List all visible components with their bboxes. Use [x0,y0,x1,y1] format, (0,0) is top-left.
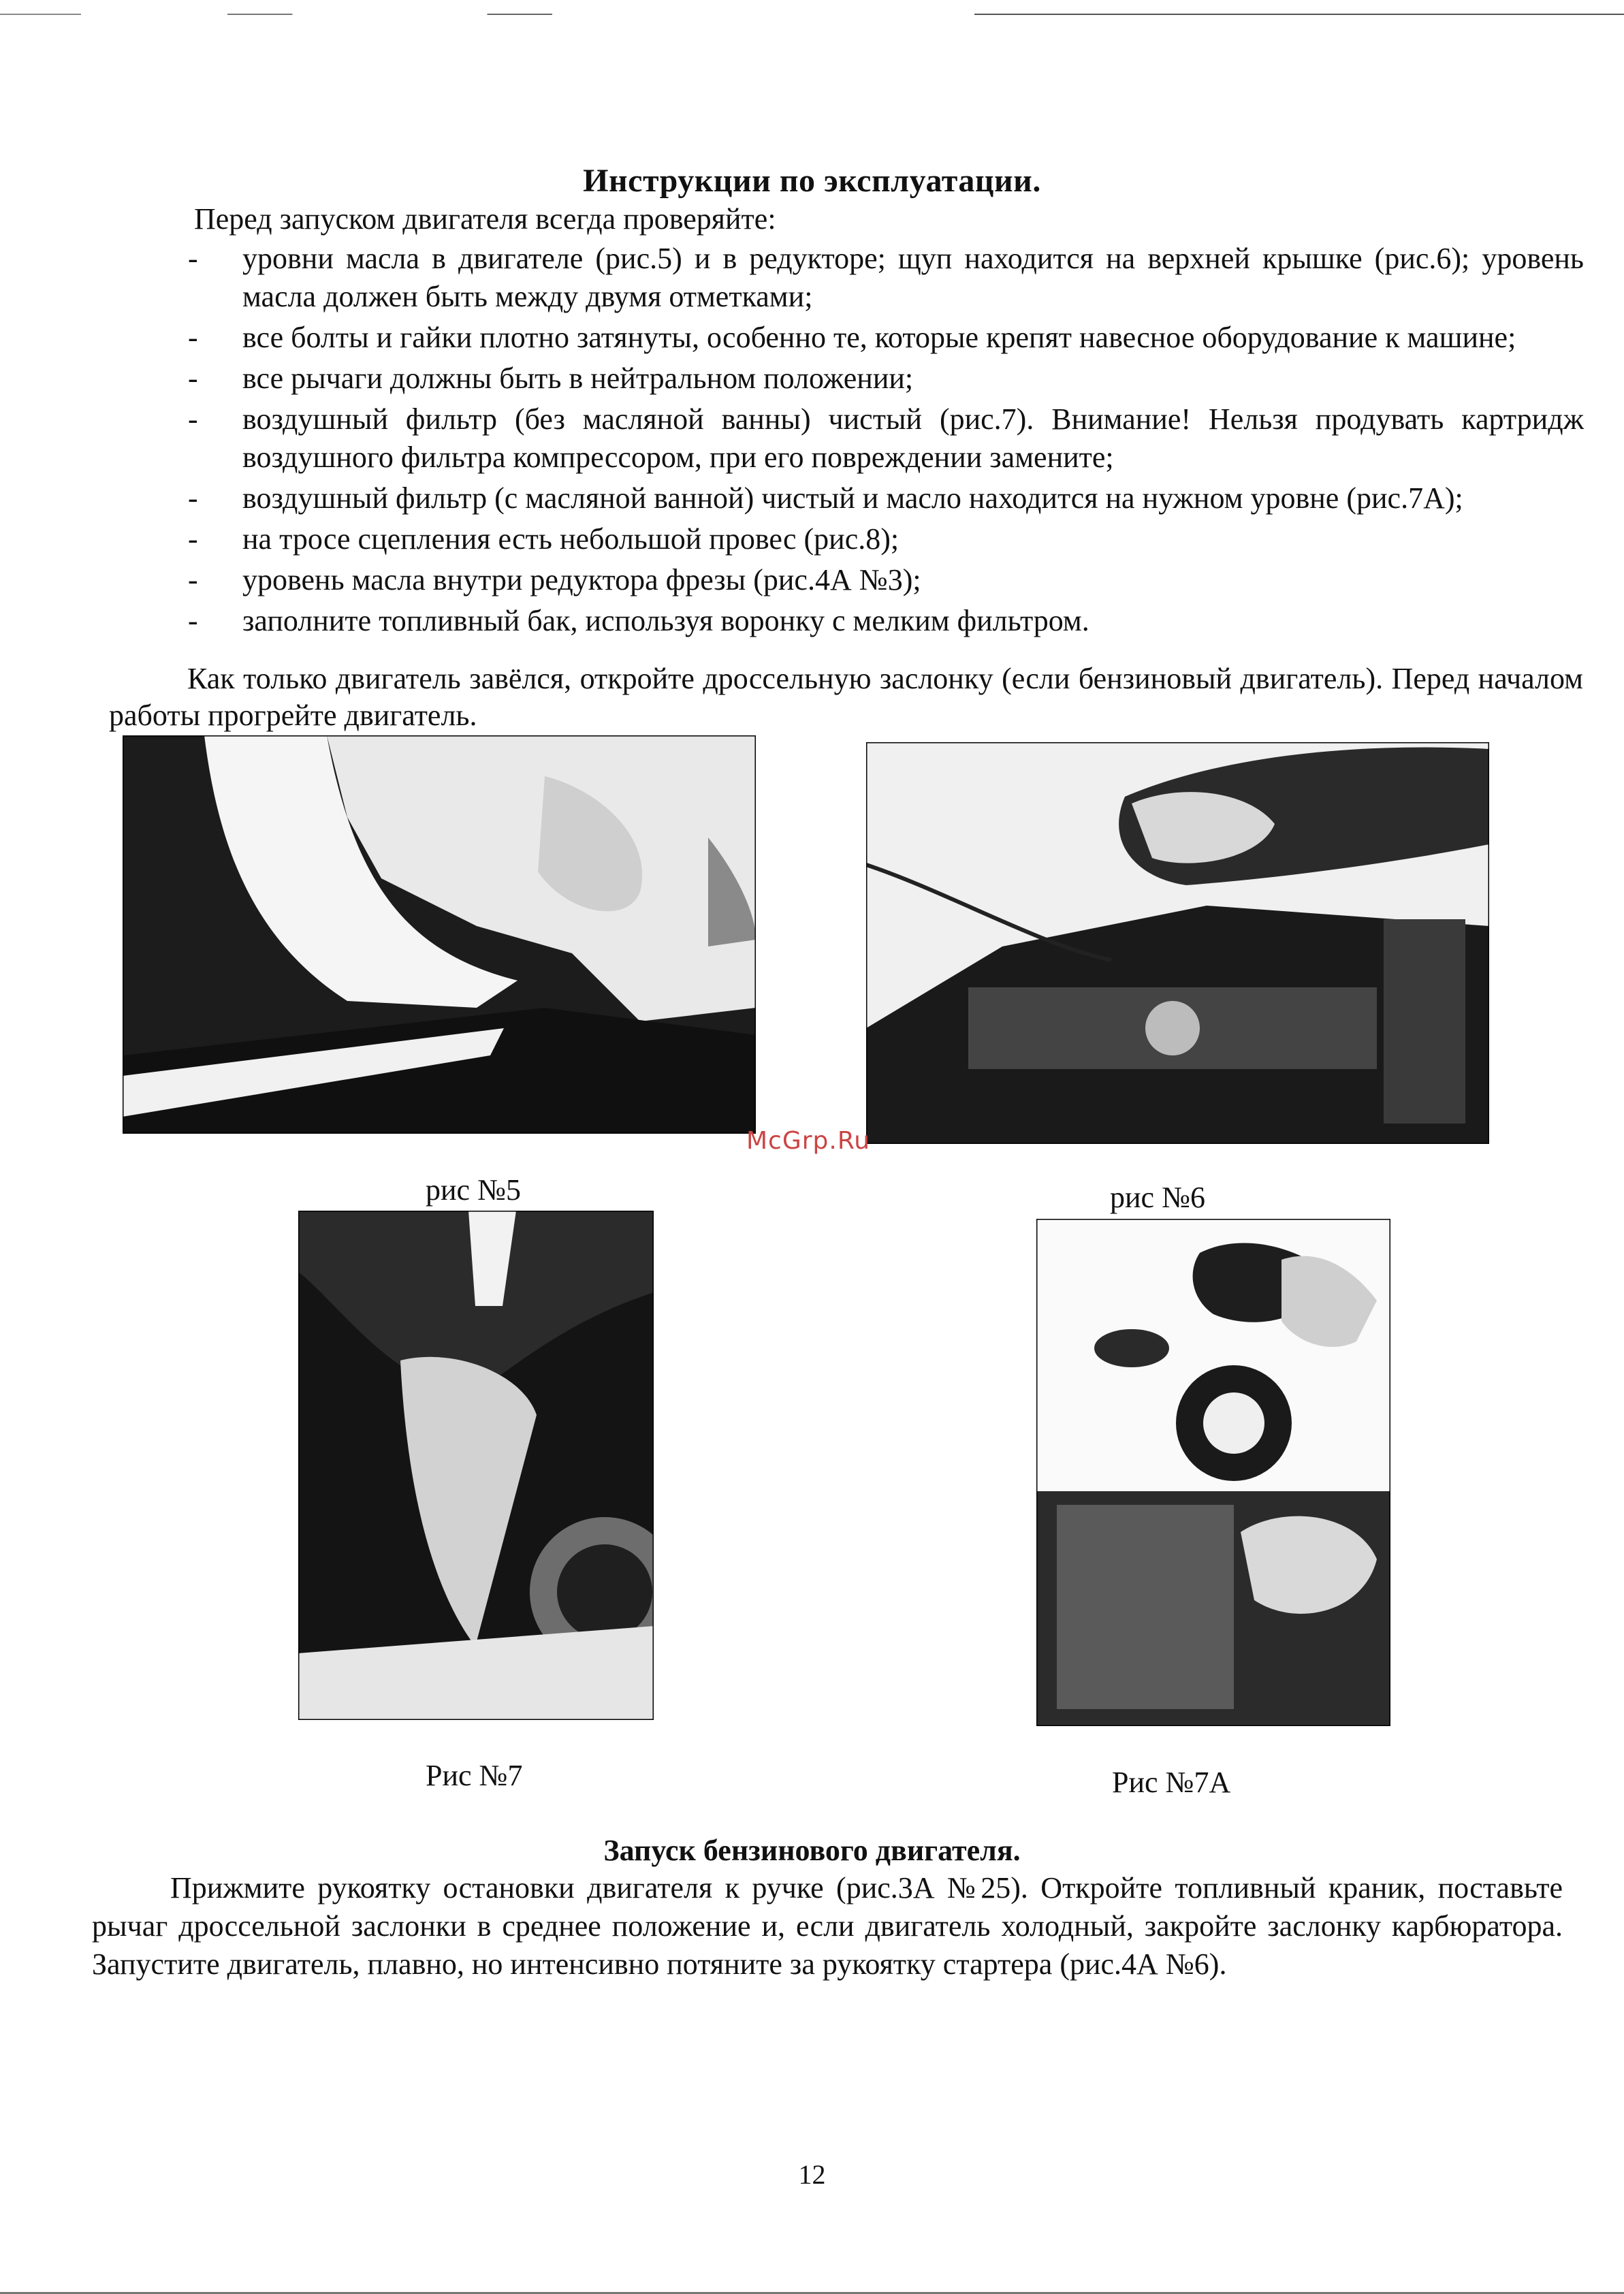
bullet-dash: - [188,321,198,354]
page-number: 12 [798,2159,826,2190]
list-item-text: воздушный фильтр (с масляной ванной) чистый и масло находится на нужном уровне (рис.7А); [242,481,1463,515]
figure-6-photo [866,742,1489,1144]
bullet-dash: - [188,242,198,275]
watermark: McGrp.Ru [746,1127,871,1155]
scan-edge-line [0,14,1624,15]
bullet-dash: - [188,362,198,395]
figure-5-photo [123,735,756,1134]
list-item-text: все рычаги должны быть в нейтральном положении; [242,362,914,395]
figure-6-caption: рис №6 [1110,1181,1206,1214]
list-item-text: на тросе сцепления есть небольшой провес (рис.8); [242,522,899,556]
list-item-text: воздушный фильтр (без масляной ванны) чистый (рис.7). Внимание! Нельзя продувать картридж воздушного фильтра компрессором, при его повреждении замените; [242,402,1584,474]
oil-bath-filter-photo-illustration [1036,1219,1390,1726]
bullet-dash: - [188,604,198,637]
list-item-text: все болты и гайки плотно затянуты, особенно те, которые крепят навесное оборудование к машине; [242,321,1516,354]
list-item [188,479,1584,517]
intro-text: Перед запуском двигателя всегда проверяйте: [194,202,776,236]
list-item [188,561,1584,599]
engine-oil-photo-illustration [123,735,756,1134]
figure-7-caption: Рис №7 [426,1759,523,1792]
bullet-dash: - [188,563,198,596]
figure-5-caption: рис №5 [426,1173,522,1207]
list-item-text: уровень масла внутри редуктора фрезы (рис.4А №3); [242,563,921,596]
bullet-dash: - [188,402,198,436]
figure-7-photo [298,1211,654,1720]
checklist [188,240,1584,643]
figure-7a-photo [1036,1219,1390,1726]
figure-7a-caption: Рис №7А [1112,1766,1231,1799]
dipstick-photo-illustration [866,742,1489,1144]
bullet-dash: - [188,522,198,556]
list-item [188,319,1584,357]
list-item [188,602,1584,640]
list-item-text: заполните топливный бак, используя воронку с мелким фильтром. [242,604,1089,637]
list-item [188,520,1584,558]
after-start-paragraph: Как только двигатель завёлся, откройте дроссельную заслонку (если бензиновый двигатель). Перед началом работы прогрейте двигатель. [109,662,1583,732]
list-item-text: уровни масла в двигателе (рис.5) и в редукторе; щуп находится на верхней крышке (рис.6); уровень масла должен быть между двумя отметками; [242,242,1584,313]
page-title: Инструкции по эксплуатации. [583,163,1041,199]
list-item [188,400,1584,477]
list-item [188,360,1584,398]
section-title: Запуск бензинового двигателя. [603,1834,1021,1867]
air-filter-photo-illustration [298,1211,654,1720]
bullet-dash: - [188,481,198,515]
section-paragraph: Прижмите рукоятку остановки двигателя к ручке (рис.3А №25). Откройте топливный краник, поставьте рычаг дроссельной заслонки в среднее положение и, если двигатель холодный, закройте заслонку карбюратора. Запустите двигатель, плавно, но интенсивно потяните за рукоятку стартера (рис.4А №6). [92,1871,1563,1981]
list-item [188,240,1584,316]
